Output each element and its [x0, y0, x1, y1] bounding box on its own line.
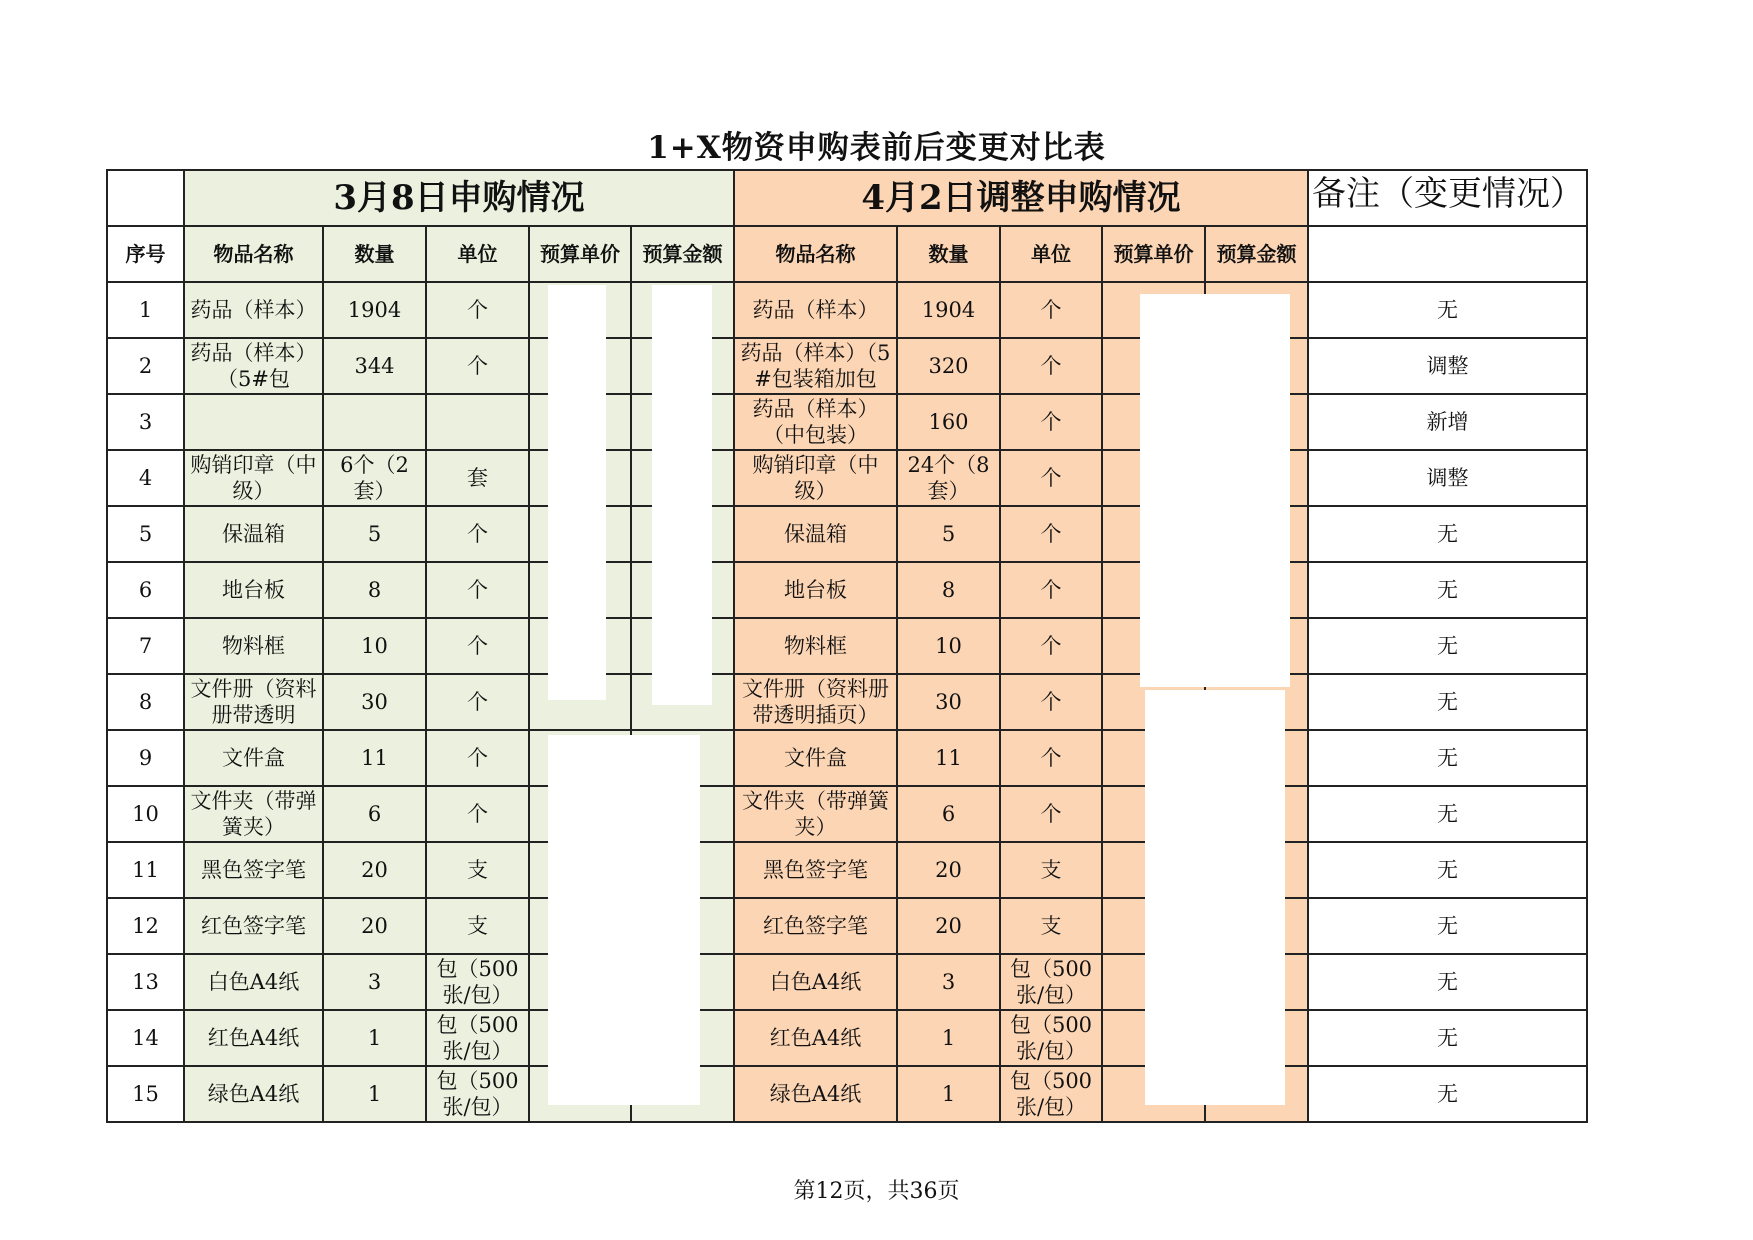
remark: 无: [1308, 898, 1587, 954]
after-unit: 包（500张/包）: [1000, 1066, 1102, 1122]
before-unit: 包（500张/包）: [426, 954, 529, 1010]
header-seq: 序号: [107, 226, 184, 282]
after-unit: 支: [1000, 898, 1102, 954]
after-unit: 个: [1000, 730, 1102, 786]
table-row: [107, 786, 1587, 842]
row-seq: 5: [107, 506, 184, 562]
after-qty: 20: [897, 898, 1000, 954]
after-unit: 个: [1000, 450, 1102, 506]
before-qty: 3: [323, 954, 426, 1010]
before-item-name: 黑色签字笔: [184, 842, 323, 898]
after-item-name: 药品（样本）（5#包装箱加包: [734, 338, 897, 394]
after-item-name: 文件盒: [734, 730, 897, 786]
row-seq: 12: [107, 898, 184, 954]
header-before-amount: 预算金额: [631, 226, 734, 282]
before-item-name: 绿色A4纸: [184, 1066, 323, 1122]
after-item-name: 地台板: [734, 562, 897, 618]
after-qty: 30: [897, 674, 1000, 730]
before-qty: 30: [323, 674, 426, 730]
table-row: [107, 1010, 1587, 1066]
after-item-name: 文件夹（带弹簧夹）: [734, 786, 897, 842]
section-header-row: [107, 170, 1587, 226]
after-unit: 个: [1000, 338, 1102, 394]
after-item-name: 文件册（资料册带透明插页）: [734, 674, 897, 730]
before-qty: 20: [323, 842, 426, 898]
before-unit: 个: [426, 786, 529, 842]
row-seq: 2: [107, 338, 184, 394]
corner-cell: [107, 170, 184, 226]
row-seq: 10: [107, 786, 184, 842]
section-after-title: 4月2日调整申购情况: [734, 170, 1308, 226]
row-seq: 8: [107, 674, 184, 730]
before-item-name: 物料框: [184, 618, 323, 674]
row-seq: 14: [107, 1010, 184, 1066]
row-seq: 6: [107, 562, 184, 618]
before-qty: 1: [323, 1066, 426, 1122]
table-row: [107, 450, 1587, 506]
redaction-block: [1145, 690, 1285, 1105]
header-before-name: 物品名称: [184, 226, 323, 282]
row-seq: 9: [107, 730, 184, 786]
before-item-name: 药品（样本）（5#包: [184, 338, 323, 394]
before-qty: 11: [323, 730, 426, 786]
after-unit: 个: [1000, 562, 1102, 618]
after-item-name: 保温箱: [734, 506, 897, 562]
before-item-name: [184, 394, 323, 450]
before-qty: 8: [323, 562, 426, 618]
after-qty: 320: [897, 338, 1000, 394]
after-unit: 个: [1000, 282, 1102, 338]
after-qty: 1904: [897, 282, 1000, 338]
remark: 调整: [1308, 338, 1587, 394]
after-unit: 个: [1000, 618, 1102, 674]
before-unit: 个: [426, 562, 529, 618]
row-seq: 13: [107, 954, 184, 1010]
after-unit: 包（500张/包）: [1000, 954, 1102, 1010]
before-unit: 个: [426, 282, 529, 338]
remark: 无: [1308, 954, 1587, 1010]
remark: 调整: [1308, 450, 1587, 506]
before-item-name: 文件册（资料册带透明: [184, 674, 323, 730]
header-before-unit-price: 预算单价: [529, 226, 631, 282]
table-row: [107, 674, 1587, 730]
before-qty: 6个（2套）: [323, 450, 426, 506]
comparison-table: [106, 169, 1588, 1123]
after-qty: 5: [897, 506, 1000, 562]
before-item-name: 购销印章（中级）: [184, 450, 323, 506]
after-qty: 3: [897, 954, 1000, 1010]
after-item-name: 绿色A4纸: [734, 1066, 897, 1122]
remark: 无: [1308, 506, 1587, 562]
redaction-block: [548, 285, 606, 700]
before-qty: [323, 394, 426, 450]
before-unit: 个: [426, 618, 529, 674]
header-remark-blank: [1308, 226, 1587, 282]
after-qty: 1: [897, 1010, 1000, 1066]
table-row: [107, 730, 1587, 786]
after-qty: 24个（8套）: [897, 450, 1000, 506]
page-footer: 第12页，共36页: [793, 1179, 960, 1204]
page-title: 1+X物资申购表前后变更对比表: [647, 130, 1106, 166]
before-qty: 20: [323, 898, 426, 954]
before-item-name: 白色A4纸: [184, 954, 323, 1010]
after-unit: 个: [1000, 786, 1102, 842]
redaction-block: [548, 735, 700, 1105]
before-unit: [426, 394, 529, 450]
before-qty: 1904: [323, 282, 426, 338]
redaction-block: [652, 285, 712, 705]
after-item-name: 白色A4纸: [734, 954, 897, 1010]
before-qty: 5: [323, 506, 426, 562]
table-row: [107, 1066, 1587, 1122]
before-item-name: 文件夹（带弹簧夹）: [184, 786, 323, 842]
before-qty: 10: [323, 618, 426, 674]
header-after-unit: 单位: [1000, 226, 1102, 282]
row-seq: 4: [107, 450, 184, 506]
column-header-row: [107, 226, 1587, 282]
before-item-name: 地台板: [184, 562, 323, 618]
row-seq: 11: [107, 842, 184, 898]
redaction-block: [1140, 294, 1290, 687]
header-after-qty: 数量: [897, 226, 1000, 282]
after-unit: 个: [1000, 674, 1102, 730]
before-unit: 套: [426, 450, 529, 506]
before-unit: 个: [426, 338, 529, 394]
after-unit: 支: [1000, 842, 1102, 898]
remark: 无: [1308, 1066, 1587, 1122]
header-before-unit: 单位: [426, 226, 529, 282]
remark: 无: [1308, 282, 1587, 338]
header-after-unit-price: 预算单价: [1102, 226, 1205, 282]
after-item-name: 物料框: [734, 618, 897, 674]
table-row: [107, 338, 1587, 394]
header-after-amount: 预算金额: [1205, 226, 1308, 282]
remark: 无: [1308, 618, 1587, 674]
after-item-name: 药品（样本）（中包装）: [734, 394, 897, 450]
after-item-name: 购销印章（中级）: [734, 450, 897, 506]
header-before-qty: 数量: [323, 226, 426, 282]
after-qty: 11: [897, 730, 1000, 786]
table-row: [107, 842, 1587, 898]
before-unit: 个: [426, 674, 529, 730]
row-seq: 3: [107, 394, 184, 450]
table-row: [107, 394, 1587, 450]
after-qty: 10: [897, 618, 1000, 674]
section-before-title: 3月8日申购情况: [184, 170, 734, 226]
table-row: [107, 506, 1587, 562]
before-item-name: 文件盒: [184, 730, 323, 786]
remark: 无: [1308, 730, 1587, 786]
table-row: [107, 618, 1587, 674]
remark: 无: [1308, 786, 1587, 842]
remark: 无: [1308, 842, 1587, 898]
before-unit: 支: [426, 898, 529, 954]
remark: 无: [1308, 562, 1587, 618]
table-row: [107, 954, 1587, 1010]
before-unit: 支: [426, 842, 529, 898]
row-seq: 1: [107, 282, 184, 338]
after-unit: 包（500张/包）: [1000, 1010, 1102, 1066]
after-qty: 6: [897, 786, 1000, 842]
remark: 新增: [1308, 394, 1587, 450]
after-unit: 个: [1000, 394, 1102, 450]
before-qty: 6: [323, 786, 426, 842]
before-item-name: 药品（样本）: [184, 282, 323, 338]
before-qty: 344: [323, 338, 426, 394]
remark: 无: [1308, 1010, 1587, 1066]
after-qty: 8: [897, 562, 1000, 618]
before-unit: 包（500张/包）: [426, 1010, 529, 1066]
before-item-name: 红色签字笔: [184, 898, 323, 954]
after-qty: 160: [897, 394, 1000, 450]
before-item-name: 保温箱: [184, 506, 323, 562]
after-item-name: 黑色签字笔: [734, 842, 897, 898]
after-item-name: 药品（样本）: [734, 282, 897, 338]
remark-header: 备注（变更情况）: [1308, 170, 1587, 226]
before-unit: 个: [426, 506, 529, 562]
after-item-name: 红色A4纸: [734, 1010, 897, 1066]
after-qty: 20: [897, 842, 1000, 898]
before-unit: 个: [426, 730, 529, 786]
remark: 无: [1308, 674, 1587, 730]
table-row: [107, 562, 1587, 618]
before-item-name: 红色A4纸: [184, 1010, 323, 1066]
before-qty: 1: [323, 1010, 426, 1066]
row-seq: 7: [107, 618, 184, 674]
after-unit: 个: [1000, 506, 1102, 562]
table-row: [107, 282, 1587, 338]
before-unit: 包（500张/包）: [426, 1066, 529, 1122]
row-seq: 15: [107, 1066, 184, 1122]
after-qty: 1: [897, 1066, 1000, 1122]
after-item-name: 红色签字笔: [734, 898, 897, 954]
header-after-name: 物品名称: [734, 226, 897, 282]
table-row: [107, 898, 1587, 954]
